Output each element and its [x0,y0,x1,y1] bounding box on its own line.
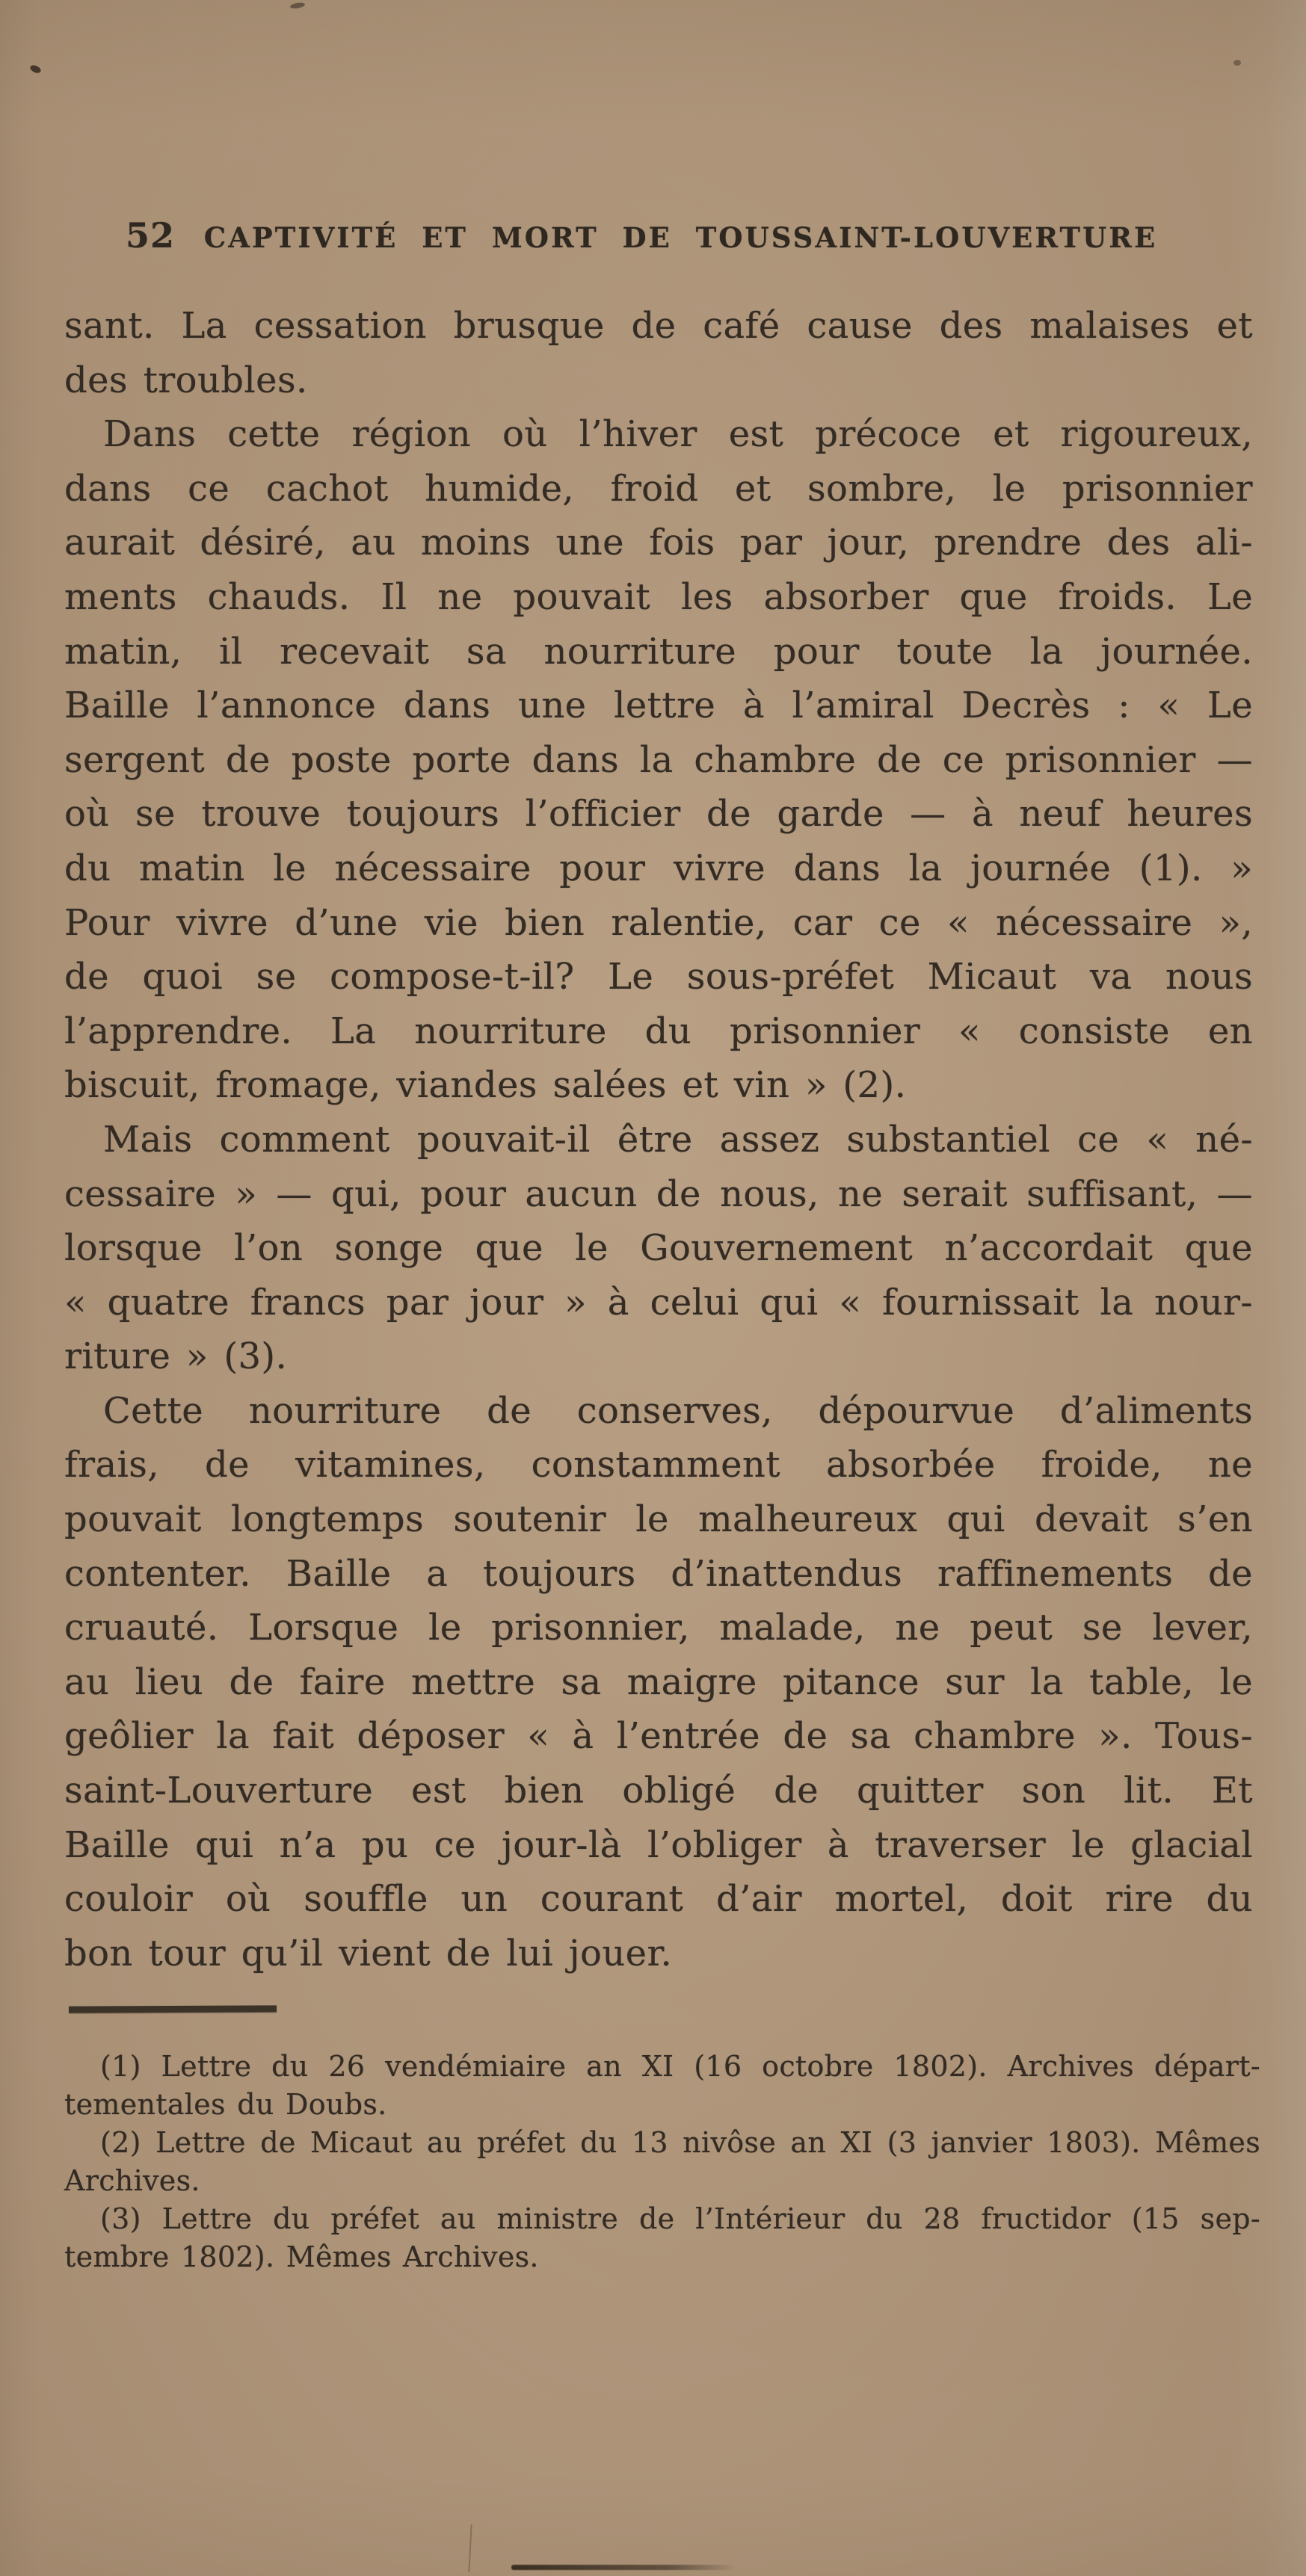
body-text-line: du matin le nécessaire pour vivre dans la journée (1). » [64,847,1253,889]
body-text-line: geôlier la fait déposer « à l’entrée de sa chambre ». Tous- [64,1715,1253,1758]
body-text-line: ments chauds. Il ne pouvait les absorber que froids. Le [64,575,1253,618]
body-text-line: sergent de poste porte dans la chambre de ce prisonnier — [64,738,1253,781]
footnote-line: tembre 1802). Mêmes Archives. [64,2240,539,2273]
footnote-line: (1) Lettre du 26 vendémiaire an XI (16 octobre 1802). Archives départ- [100,2050,1260,2083]
body-text-line: où se trouve toujours l’officier de garde — à neuf heures [64,793,1253,835]
body-text-line: l’apprendre. La nourriture du prisonnier « consiste en [64,1010,1253,1052]
body-text [64,299,1253,1980]
paper-speck [1233,60,1241,66]
body-text-line: riture » (3). [64,1335,288,1378]
body-text-line: au lieu de faire mettre sa maigre pitance sur la table, le [64,1661,1253,1703]
body-text-line: Dans cette région où l’hiver est précoce et rigoureux, [103,413,1253,456]
paper-speck [931,2218,938,2223]
body-text-line: sant. La cessation brusque de café cause des malaises et [64,305,1253,347]
footnote-line: (2) Lettre de Micaut au préfet du 13 nivôse an XI (3 janvier 1803). Mêmes [100,2126,1260,2159]
body-text-line: Mais comment pouvait-il être assez substantiel ce « né- [103,1118,1253,1161]
body-text-line: dans ce cachot humide, froid et sombre, le prisonnier [64,467,1253,510]
body-text-line: Baille l’annonce dans une lettre à l’amiral Decrès : « Le [64,685,1253,727]
ink-smudge [511,2565,736,2570]
footnotes [64,2048,1260,2276]
body-text-line: frais, de vitamines, constamment absorbée froide, ne [64,1444,1253,1486]
body-text-line: bon tour qu’il vient de lui jouer. [64,1932,673,1974]
body-text-line: matin, il recevait sa nourriture pour toute la journée. [64,630,1253,673]
body-text-line: des troubles. [64,359,308,401]
paper-speck [29,64,42,74]
footnote-line: (3) Lettre du préfet au ministre de l’Intérieur du 28 fructidor (15 sep- [100,2202,1260,2235]
body-text-line: cessaire » — qui, pour aucun de nous, ne serait suffisant, — [64,1173,1253,1215]
paper-speck [290,1,306,9]
body-text-line: biscuit, fromage, viandes salées et vin » (2). [64,1064,907,1107]
body-text-line: « quatre francs par jour » à celui qui « fournissait la nour- [64,1281,1253,1323]
body-text-line: couloir où souffle un courant d’air mortel, doit rire du [64,1878,1253,1921]
paper-scratch [468,2524,472,2572]
footnote-line: Archives. [64,2164,200,2197]
body-text-line: contenter. Baille a toujours d’inattendus raffinements de [64,1552,1253,1595]
body-text-line: lorsque l’on songe que le Gouvernement n’accordait que [64,1227,1253,1270]
page-number: 52 [126,215,176,256]
body-text-line: pouvait longtemps soutenir le malheureux qui devait s’en [64,1498,1253,1541]
body-text-line: Pour vivre d’une vie bien ralentie, car ce « nécessaire », [64,901,1253,944]
body-text-line: Cette nourriture de conserves, dépourvue d’aliments [103,1389,1253,1432]
footnote-separator-rule [69,2005,277,2013]
body-text-line: aurait désiré, au moins une fois par jour, prendre des ali- [64,522,1253,564]
body-text-line: cruauté. Lorsque le prisonnier, malade, ne peut se lever, [64,1607,1253,1649]
body-text-line: Baille qui n’a pu ce jour-là l’obliger à traverser le glacial [64,1823,1253,1866]
body-text-line: de quoi se compose-t-il? Le sous-préfet Micaut va nous [64,956,1253,998]
footnote-line: tementales du Doubs. [64,2088,387,2121]
running-title: CAPTIVITÉ ET MORT DE TOUSSAINT-LOUVERTURE [203,221,1158,254]
body-text-line: saint-Louverture est bien obligé de quitter son lit. Et [64,1770,1253,1812]
page-header [126,215,1186,256]
